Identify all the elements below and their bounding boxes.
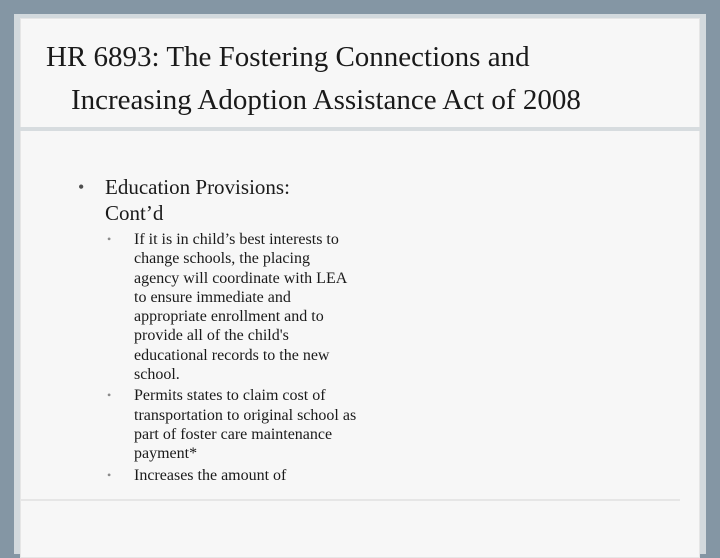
subitem-transportation-cost [107, 386, 358, 463]
subitem-school-change [107, 230, 358, 384]
subitem-school-change-text: If it is in child’s best interests to change schools, the placing agency will coordinate with LEA to ensure immediate and appropriate enrollment and to provide all of the child's educational records to the new school. [134, 231, 347, 384]
subitem-bullet-marker: • [107, 467, 112, 482]
education-provisions-subitems [78, 230, 358, 485]
slide-content [78, 174, 358, 487]
subitem-bullet-marker: • [107, 388, 112, 403]
slide-title-line-2: Increasing Adoption Assistance Act of 2008 [71, 84, 581, 116]
education-provisions-bullet [78, 174, 358, 226]
slide-title [46, 36, 666, 122]
subitem-increases-amount-text: Increases the amount of [134, 466, 287, 484]
education-provisions-heading-line-1: Education Provisions: [105, 175, 290, 199]
bullet-marker: • [78, 177, 85, 197]
subitem-bullet-marker: • [107, 232, 112, 246]
slide-title-line-1: HR 6893: The Fostering Connections and [46, 41, 530, 73]
title-divider [20, 127, 700, 131]
subitem-increases-amount [107, 466, 358, 485]
bottom-divider [20, 499, 680, 501]
subitem-transportation-cost-text: Permits states to claim cost of transportation to original school as part of foster care maintenance payment* [134, 387, 357, 463]
education-provisions-heading-line-2: Cont’d [105, 201, 164, 225]
